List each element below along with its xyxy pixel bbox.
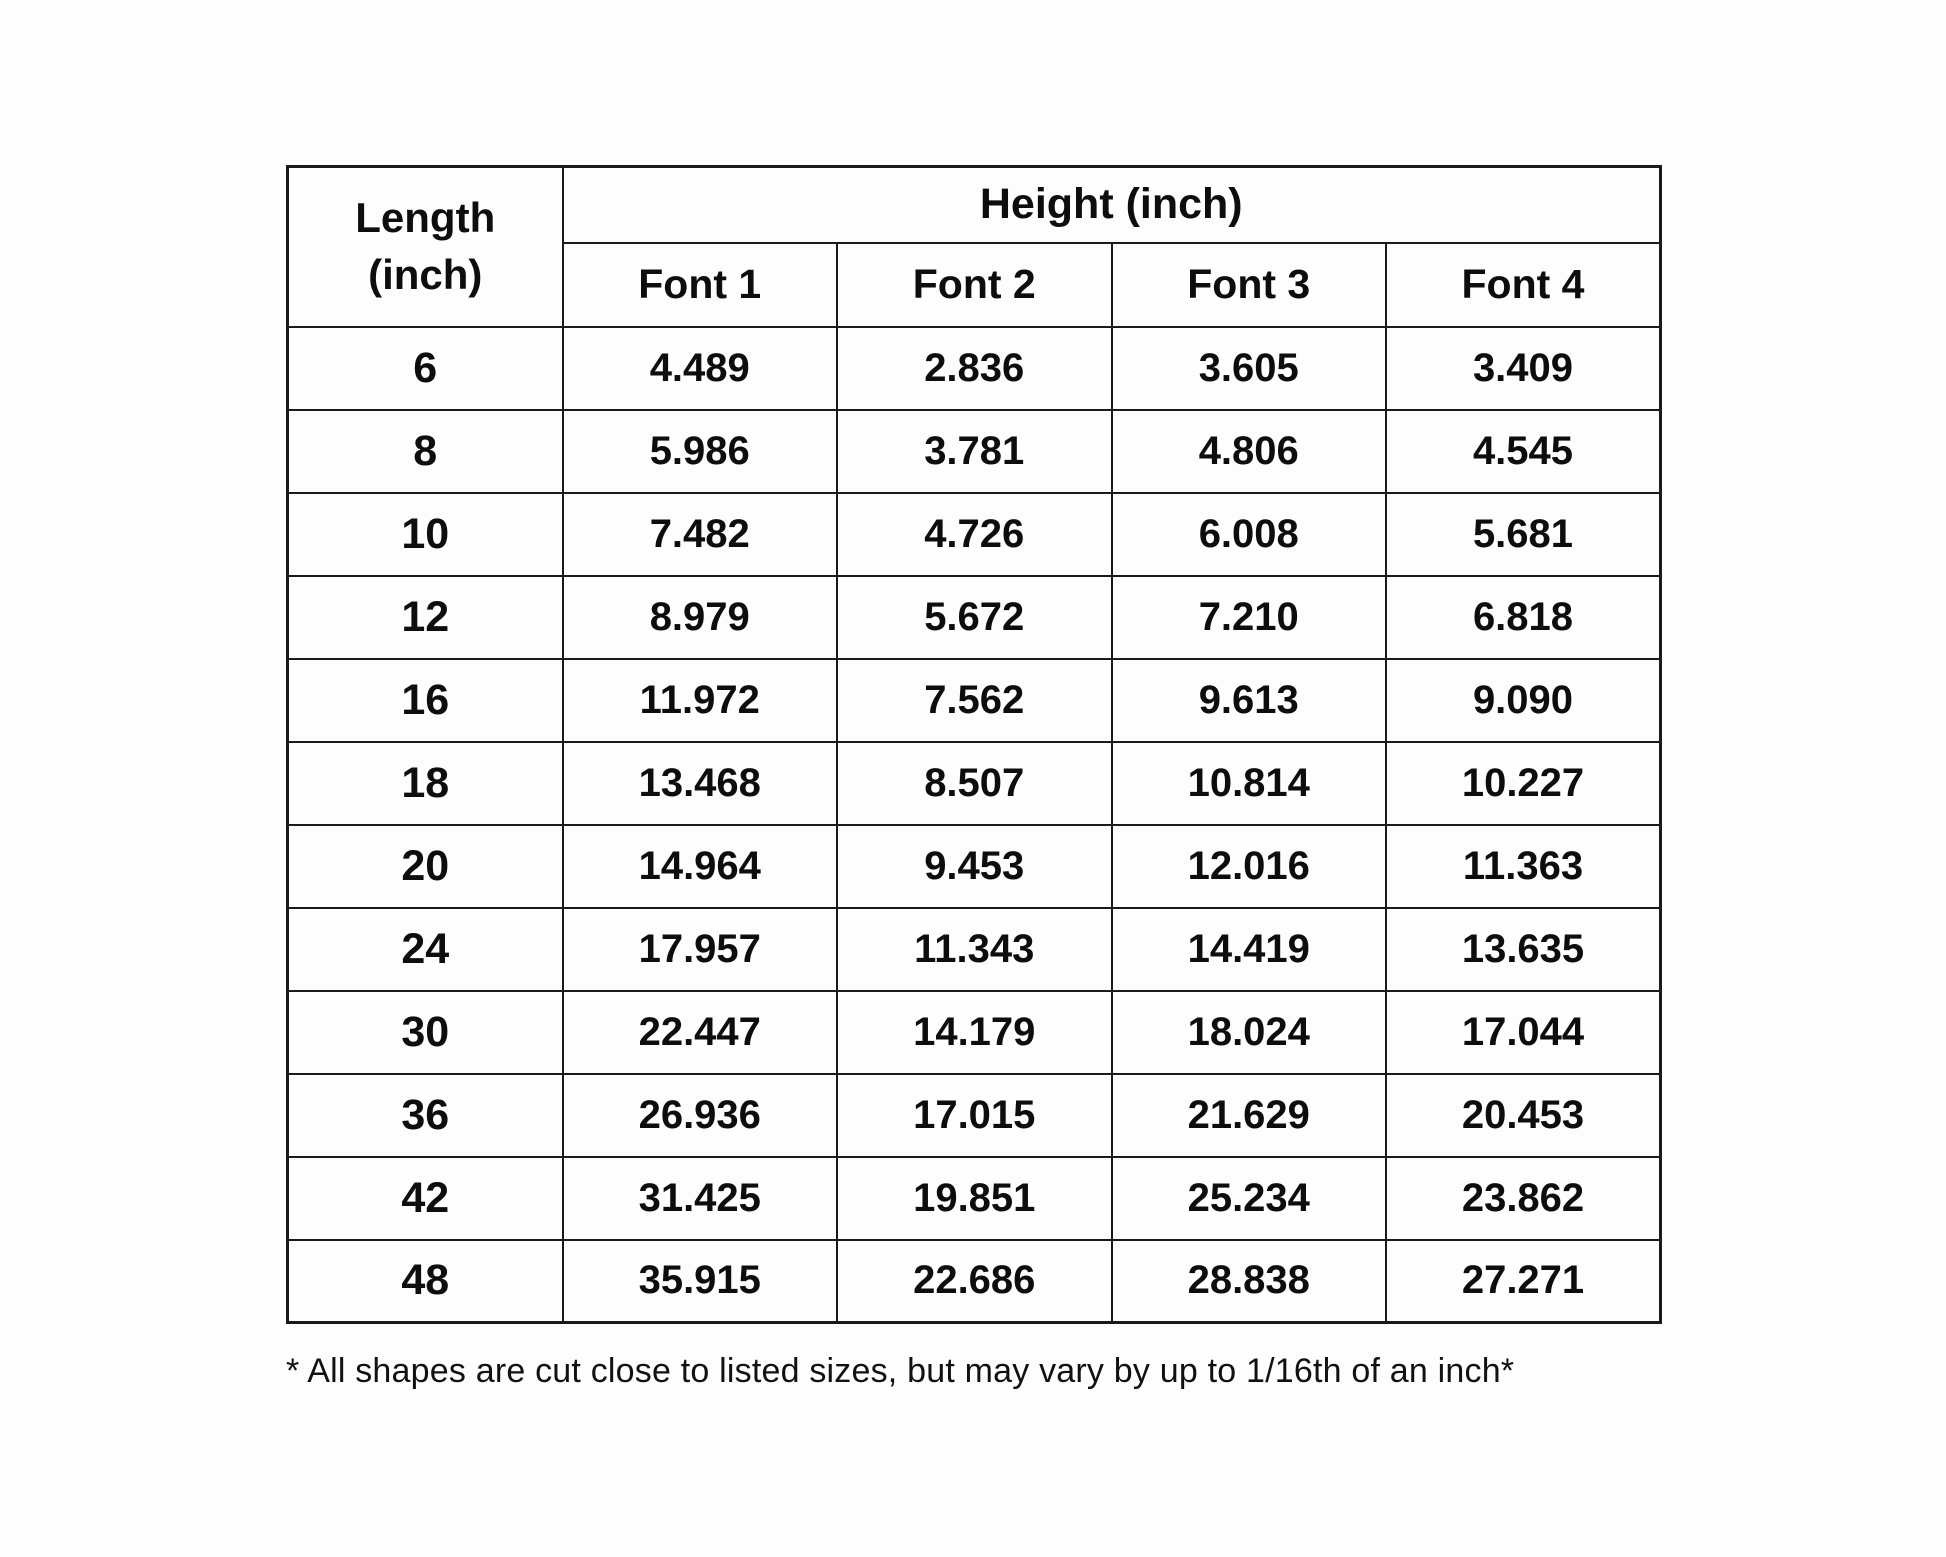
height-value-cell: 31.425 [563, 1157, 838, 1240]
table-body [288, 327, 1661, 1323]
length-header-line2: (inch) [368, 250, 483, 298]
height-value-cell: 11.972 [563, 659, 838, 742]
height-value-cell: 19.851 [837, 1157, 1112, 1240]
height-value-cell: 10.227 [1386, 742, 1661, 825]
table-header [288, 167, 1661, 327]
column-header-font-2: Font 2 [837, 243, 1112, 327]
height-value-cell: 28.838 [1112, 1240, 1387, 1323]
height-value-cell: 4.545 [1386, 410, 1661, 493]
length-cell: 42 [288, 1157, 563, 1240]
height-value-cell: 12.016 [1112, 825, 1387, 908]
column-header-font-1: Font 1 [563, 243, 838, 327]
column-header-font-4: Font 4 [1386, 243, 1661, 327]
length-cell: 18 [288, 742, 563, 825]
length-cell: 10 [288, 493, 563, 576]
height-value-cell: 17.044 [1386, 991, 1661, 1074]
length-cell: 20 [288, 825, 563, 908]
height-value-cell: 6.008 [1112, 493, 1387, 576]
height-value-cell: 25.234 [1112, 1157, 1387, 1240]
height-value-cell: 2.836 [837, 327, 1112, 410]
height-value-cell: 7.562 [837, 659, 1112, 742]
height-value-cell: 8.979 [563, 576, 838, 659]
length-cell: 24 [288, 908, 563, 991]
height-value-cell: 7.482 [563, 493, 838, 576]
height-value-cell: 14.179 [837, 991, 1112, 1074]
height-value-cell: 3.605 [1112, 327, 1387, 410]
height-value-cell: 9.090 [1386, 659, 1661, 742]
height-value-cell: 22.447 [563, 991, 838, 1074]
height-value-cell: 27.271 [1386, 1240, 1661, 1323]
table-row [288, 1074, 1661, 1157]
column-header-font-3: Font 3 [1112, 243, 1387, 327]
table-row [288, 908, 1661, 991]
height-value-cell: 4.726 [837, 493, 1112, 576]
height-value-cell: 13.468 [563, 742, 838, 825]
height-value-cell: 17.957 [563, 908, 838, 991]
height-value-cell: 11.363 [1386, 825, 1661, 908]
height-value-cell: 22.686 [837, 1240, 1112, 1323]
table-row [288, 576, 1661, 659]
height-value-cell: 4.806 [1112, 410, 1387, 493]
height-value-cell: 35.915 [563, 1240, 838, 1323]
height-value-cell: 3.409 [1386, 327, 1661, 410]
size-chart-table [286, 165, 1662, 1324]
length-cell: 8 [288, 410, 563, 493]
height-value-cell: 17.015 [837, 1074, 1112, 1157]
footnote-text: * All shapes are cut close to listed sizes, but may vary by up to 1/16th of an inch* [286, 1352, 1515, 1390]
height-value-cell: 9.613 [1112, 659, 1387, 742]
length-header-line1: Length [355, 194, 496, 242]
table-row [288, 659, 1661, 742]
length-cell: 16 [288, 659, 563, 742]
height-value-cell: 13.635 [1386, 908, 1661, 991]
height-value-cell: 11.343 [837, 908, 1112, 991]
height-value-cell: 6.818 [1386, 576, 1661, 659]
height-value-cell: 7.210 [1112, 576, 1387, 659]
height-value-cell: 8.507 [837, 742, 1112, 825]
height-value-cell: 5.986 [563, 410, 838, 493]
length-cell: 30 [288, 991, 563, 1074]
table-row [288, 991, 1661, 1074]
height-value-cell: 14.964 [563, 825, 838, 908]
height-value-cell: 23.862 [1386, 1157, 1661, 1240]
height-value-cell: 5.681 [1386, 493, 1661, 576]
table-row [288, 742, 1661, 825]
table-row [288, 327, 1661, 410]
length-cell: 36 [288, 1074, 563, 1157]
table-row [288, 1157, 1661, 1240]
table-row [288, 493, 1661, 576]
length-cell: 6 [288, 327, 563, 410]
length-column-header [288, 167, 563, 327]
height-value-cell: 9.453 [837, 825, 1112, 908]
table-row [288, 410, 1661, 493]
height-value-cell: 10.814 [1112, 742, 1387, 825]
height-value-cell: 4.489 [563, 327, 838, 410]
height-value-cell: 20.453 [1386, 1074, 1661, 1157]
table-row [288, 825, 1661, 908]
length-cell: 48 [288, 1240, 563, 1323]
height-value-cell: 5.672 [837, 576, 1112, 659]
height-group-header: Height (inch) [563, 167, 1661, 243]
table-row [288, 1240, 1661, 1323]
length-cell: 12 [288, 576, 563, 659]
height-value-cell: 18.024 [1112, 991, 1387, 1074]
height-value-cell: 3.781 [837, 410, 1112, 493]
height-value-cell: 26.936 [563, 1074, 838, 1157]
height-value-cell: 21.629 [1112, 1074, 1387, 1157]
height-value-cell: 14.419 [1112, 908, 1387, 991]
